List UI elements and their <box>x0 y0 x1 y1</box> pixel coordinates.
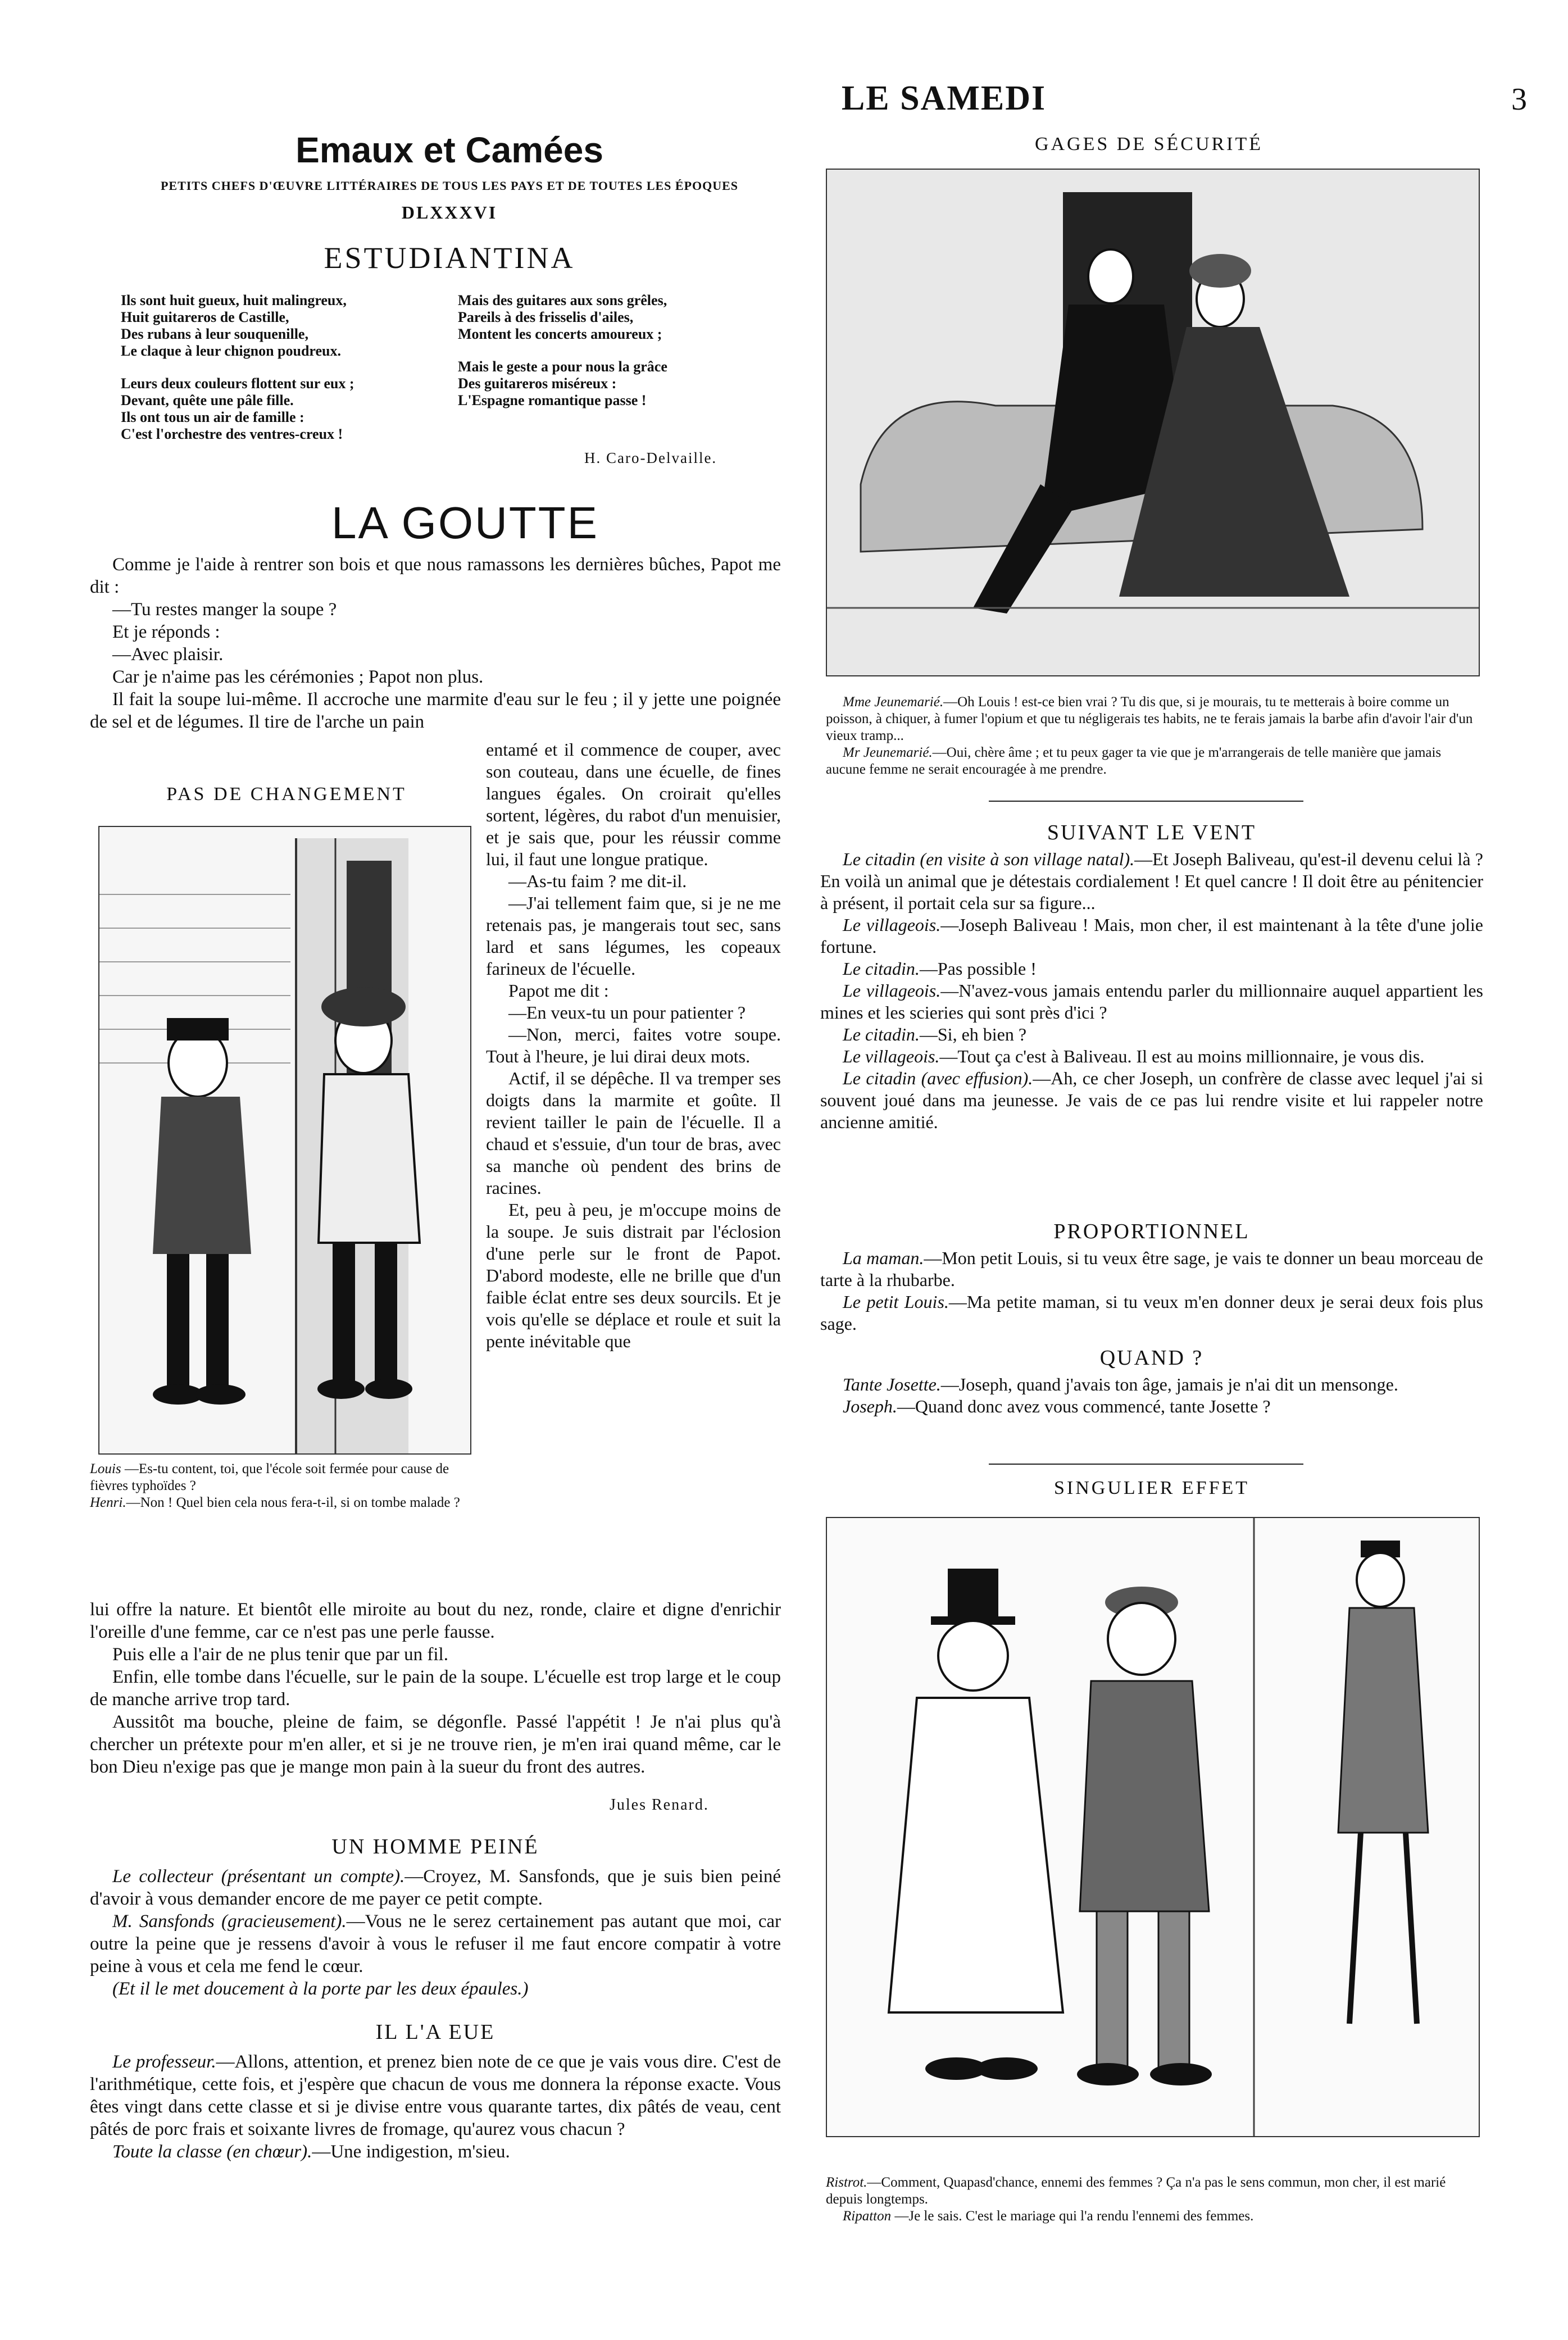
story-paragraph: Aussitôt ma bouche, pleine de faim, se dégonfle. Passé l'appétit ! Je n'ai plus qu'à chercher un prétexte pour m'en aller, et si je ne trouve rien, je m'en irai quand même, car le bon Dieu n'exige pas que je mange mon pain à la sueur du front des autres. <box>90 1712 781 1777</box>
story-paragraph: —Avec plaisir. <box>112 644 224 665</box>
poem-right-column <box>458 292 778 409</box>
story-paragraph: —Non, merci, faites votre soupe. Tout à l'heure, je lui dirai deux mots. <box>486 1024 781 1066</box>
story-paragraph: lui offre la nature. Et bientôt elle miroite au bout du nez, ronde, claire et digne d'enrichir l'oreille d'une femme, car ce n'est pas une perle fausse. <box>90 1600 781 1642</box>
dialogue: —Ah, ce cher Joseph, un confrère de classe avec lequel j'ai si souvent joué dans ma jeunesse. Je vais de ce pas lui rendre visite et lui rappeler notre ancienne amitié. <box>820 1068 1484 1132</box>
anecdote-quand <box>820 1374 1483 1417</box>
caption-text: —Comment, Quapasd'chance, ennemi des femmes ? Ça n'a pas le sens commun, mon cher, il est marié depuis longtemps. <box>826 2175 1446 2207</box>
caption-text: —Non ! Quel bien cela nous fera-t-il, si on tombe malade ? <box>126 1495 460 1510</box>
poem-line: Mais le geste a pour nous la grâce <box>458 358 667 375</box>
story-author: Jules Renard. <box>610 1796 709 1814</box>
speaker: Le villageois. <box>843 915 941 935</box>
speaker: Le citadin (en visite à son village natal). <box>843 849 1135 869</box>
section-title: IL L'A EUE <box>375 2020 496 2044</box>
divider <box>989 801 1303 802</box>
caption-speaker: Ristrot. <box>826 2175 867 2190</box>
poem-line: Le claque à leur chignon poudreux. <box>121 343 341 359</box>
speaker: Toute la classe (en chœur). <box>112 2142 312 2162</box>
poem-line: Pareils à des frisselis d'ailes, <box>458 309 634 325</box>
dialogue: —Tout ça c'est à Baliveau. Il est au moins millionnaire, je vous dis. <box>939 1046 1425 1066</box>
illustration-caption <box>826 2174 1483 2225</box>
poem-line: Des guitareros miséreux : <box>458 375 617 392</box>
caption-speaker: Henri. <box>90 1495 126 1510</box>
dialogue: —Allons, attention, et prenez bien note de ce que je vais vous dire. C'est de l'arithmétique, cette fois, et j'espère que chacun de vous me donnera la réponse exacte. Vous êtes vingt dans cette classe et si je divise entre vous quarante tartes, dix pâtés de veau, cent pâtés de porc frais et soixante livres de fromage, qu'aurez vous chacun ? <box>90 2052 781 2139</box>
poem-line: Huit guitareros de Castille, <box>121 309 289 325</box>
caption-text: —Es-tu content, toi, que l'école soit fermée pour cause de fièvres typhoïdes ? <box>90 1461 449 1493</box>
speaker: Le petit Louis. <box>843 1292 949 1312</box>
story-paragraph: Papot me dit : <box>508 980 609 1001</box>
speaker: Le citadin. <box>843 1024 920 1044</box>
story-paragraph: entamé et il commence de couper, avec son couteau, dans une écuelle, de fines langues égales. On croirait qu'elles sortent, légères, du rabot d'un menuisier, et je sais que, pour les réussir comme lui, il faut une longue pratique. <box>486 739 781 869</box>
caption-speaker: Mme Jeunemarié. <box>843 694 944 710</box>
poem-line: Des rubans à leur souquenille, <box>121 326 308 342</box>
story-title: LA GOUTTE <box>331 498 599 548</box>
caption-text: —Oui, chère âme ; et tu peux gager ta vie que je m'arrangerais de telle manière que jamais aucune femme ne serait encouragée à me prendre. <box>826 745 1442 777</box>
poem-line: C'est l'orchestre des ventres-creux ! <box>121 426 343 442</box>
caption-speaker: Mr Jeunemarié. <box>843 745 933 760</box>
section-title: PROPORTIONNEL <box>1053 1220 1250 1243</box>
poem-line: Mais des guitares aux sons grêles, <box>458 292 667 308</box>
illustration-caption <box>826 694 1483 778</box>
story-lead <box>90 553 781 733</box>
speaker: Le citadin. <box>843 958 920 979</box>
illustration-boys <box>98 826 471 1455</box>
page-number: 3 <box>1511 82 1527 117</box>
story-paragraph: Et je réponds : <box>112 622 220 642</box>
dialogue: —Pas possible ! <box>919 958 1037 979</box>
dialogue: —N'avez-vous jamais entendu parler du millionnaire auquel appartient les mines et les scieries qui sont près d'ici ? <box>820 980 1484 1023</box>
illustration-title: PAS DE CHANGEMENT <box>166 784 407 805</box>
story-paragraph: Puis elle a l'air de ne plus tenir que par un fil. <box>112 1644 448 1665</box>
story-paragraph: Actif, il se dépêche. Il va tremper ses doigts dans la marmite et goûte. Il revient tailler le pain de l'écuelle. Il a chaud et s'essuie, d'un tour de bras, avec sa manche où pendent des brins de racines. <box>486 1068 781 1198</box>
dialogue: —Si, eh bien ? <box>919 1024 1027 1044</box>
speaker: La maman. <box>843 1248 924 1268</box>
section-title: QUAND ? <box>1099 1346 1204 1370</box>
illustration-three-men <box>826 1517 1480 2137</box>
poem-left-column <box>121 292 458 443</box>
story-paragraph: Il fait la soupe lui-même. Il accroche une marmite d'eau sur le feu ; il y jette une poignée de sel et de légumes. Il tire de l'arche un pain <box>90 689 781 732</box>
poem-line: L'Espagne romantique passe ! <box>458 392 647 408</box>
caption-text: —Oh Louis ! est-ce bien vrai ? Tu dis que, si je mourais, tu te metterais à boire comme un poisson, à chiquer, à fumer l'opium et que tu négligerais tes habits, ne te ferais jamais la barbe afin d'avoir l'air d'un vieux tramp... <box>826 694 1473 743</box>
stage-direction: (Et il le met doucement à la porte par les deux épaules.) <box>112 1979 529 1999</box>
poem-line: Leurs deux couleurs flottent sur eux ; <box>121 375 354 392</box>
divider <box>989 1464 1303 1465</box>
dialogue: —Joseph Baliveau ! Mais, mon cher, il est maintenant à la tête d'une jolie fortune. <box>820 915 1484 957</box>
emaux-subtitle: PETITS CHEFS D'ŒUVRE LITTÉRAIRES DE TOUS LES PAYS ET DE TOUTES LES ÉPOQUES <box>160 179 739 193</box>
poem-line: Devant, quête une pâle fille. <box>121 392 294 408</box>
illustration-couple <box>826 169 1480 676</box>
dialogue: —Une indigestion, m'sieu. <box>312 2142 510 2162</box>
poem-author: H. Caro-Delvaille. <box>584 449 717 466</box>
section-title: UN HOMME PEINÉ <box>331 1835 539 1859</box>
story-side-column <box>486 739 781 1352</box>
story-paragraph: Enfin, elle tombe dans l'écuelle, sur le pain de la soupe. L'écuelle est trop large et le coup de manche arrive trop tard. <box>90 1667 781 1710</box>
dialogue: —Croyez, M. Sansfonds, que je suis bien peiné d'avoir à vous demander encore de me payer ce petit compte. <box>90 1866 781 1909</box>
anecdote-homme-peine <box>90 1865 781 2000</box>
dialogue: —Quand donc avez vous commencé, tante Josette ? <box>897 1396 1271 1416</box>
dialogue: —Mon petit Louis, si tu veux être sage, je vais te donner un beau morceau de tarte à la rhubarbe. <box>820 1248 1484 1290</box>
speaker: Le villageois. <box>843 980 941 1001</box>
illustration-title: GAGES DE SÉCURITÉ <box>1034 134 1264 155</box>
poem-line: Ils sont huit gueux, huit malingreux, <box>121 292 347 308</box>
anecdote-suivant-le-vent <box>820 848 1483 1133</box>
story-tail <box>90 1598 781 1778</box>
story-paragraph: Comme je l'aide à rentrer son bois et que nous ramassons les dernières bûches, Papot me dit : <box>90 555 781 597</box>
speaker: M. Sansfonds (gracieusement). <box>112 1911 347 1932</box>
anecdote-il-la-eue <box>90 2051 781 2163</box>
poem-line: Ils ont tous un air de famille : <box>121 409 304 425</box>
dialogue: —Joseph, quand j'avais ton âge, jamais je n'ai dit un mensonge. <box>940 1374 1398 1394</box>
poem-line: Montent les concerts amoureux ; <box>458 326 662 342</box>
poem-title: ESTUDIANTINA <box>324 241 575 275</box>
speaker: Le villageois. <box>843 1046 940 1066</box>
illustration-title: SINGULIER EFFET <box>1053 1478 1250 1498</box>
dialogue: —Vous ne le serez certainement pas autant que moi, car outre la peine que je ressens d'avoir à vous le refuser il me faut encore compatir à votre peine à vous et cela me fend le cœur. <box>90 1911 781 1976</box>
running-title: LE SAMEDI <box>841 79 1047 117</box>
story-paragraph: Et, peu à peu, je m'occupe moins de la soupe. Je suis distrait par l'éclosion d'une perle sur le front de Papot. D'abord modeste, elle ne brille que d'un faible éclat entre ses deux sourcils. Et je vois qu'elle se déplace et roule et suit la pente inévitable que <box>486 1199 781 1351</box>
dialogue: —Ma petite maman, si tu veux m'en donner deux je serai deux fois plus sage. <box>820 1292 1484 1334</box>
speaker: Le citadin (avec effusion). <box>843 1068 1033 1088</box>
story-paragraph: —J'ai tellement faim que, si je ne me retenais pas, je mangerais tout sec, sans lard et sans légumes, les copeaux farineux de l'écuelle. <box>486 893 781 979</box>
speaker: Le collecteur (présentant un compte). <box>112 1866 405 1887</box>
emaux-title: Emaux et Camées <box>296 130 603 170</box>
story-paragraph: —As-tu faim ? me dit-il. <box>508 871 687 891</box>
emaux-number: DLXXXVI <box>401 202 498 222</box>
story-paragraph: Car je n'aime pas les cérémonies ; Papot non plus. <box>112 667 484 687</box>
story-paragraph: —En veux-tu un pour patienter ? <box>508 1002 746 1023</box>
speaker: Joseph. <box>843 1396 897 1416</box>
speaker: Le professeur. <box>112 2052 216 2072</box>
story-paragraph: —Tu restes manger la soupe ? <box>112 599 337 620</box>
anecdote-proportionnel <box>820 1247 1483 1335</box>
illustration-caption <box>90 1461 472 1511</box>
caption-speaker: Ripatton <box>843 2209 892 2224</box>
dialogue: —Et Joseph Baliveau, qu'est-il devenu celui là ? En voilà un animal que je détestais cordialement ! Et quel cancre ! Il doit être au pénitencier à présent, il portait cela sur sa figure... <box>820 849 1483 913</box>
speaker: Tante Josette. <box>843 1374 941 1394</box>
section-title: SUIVANT LE VENT <box>1047 821 1257 844</box>
caption-text: —Je le sais. C'est le mariage qui l'a rendu l'ennemi des femmes. <box>894 2209 1254 2224</box>
caption-speaker: Louis <box>90 1461 121 1476</box>
